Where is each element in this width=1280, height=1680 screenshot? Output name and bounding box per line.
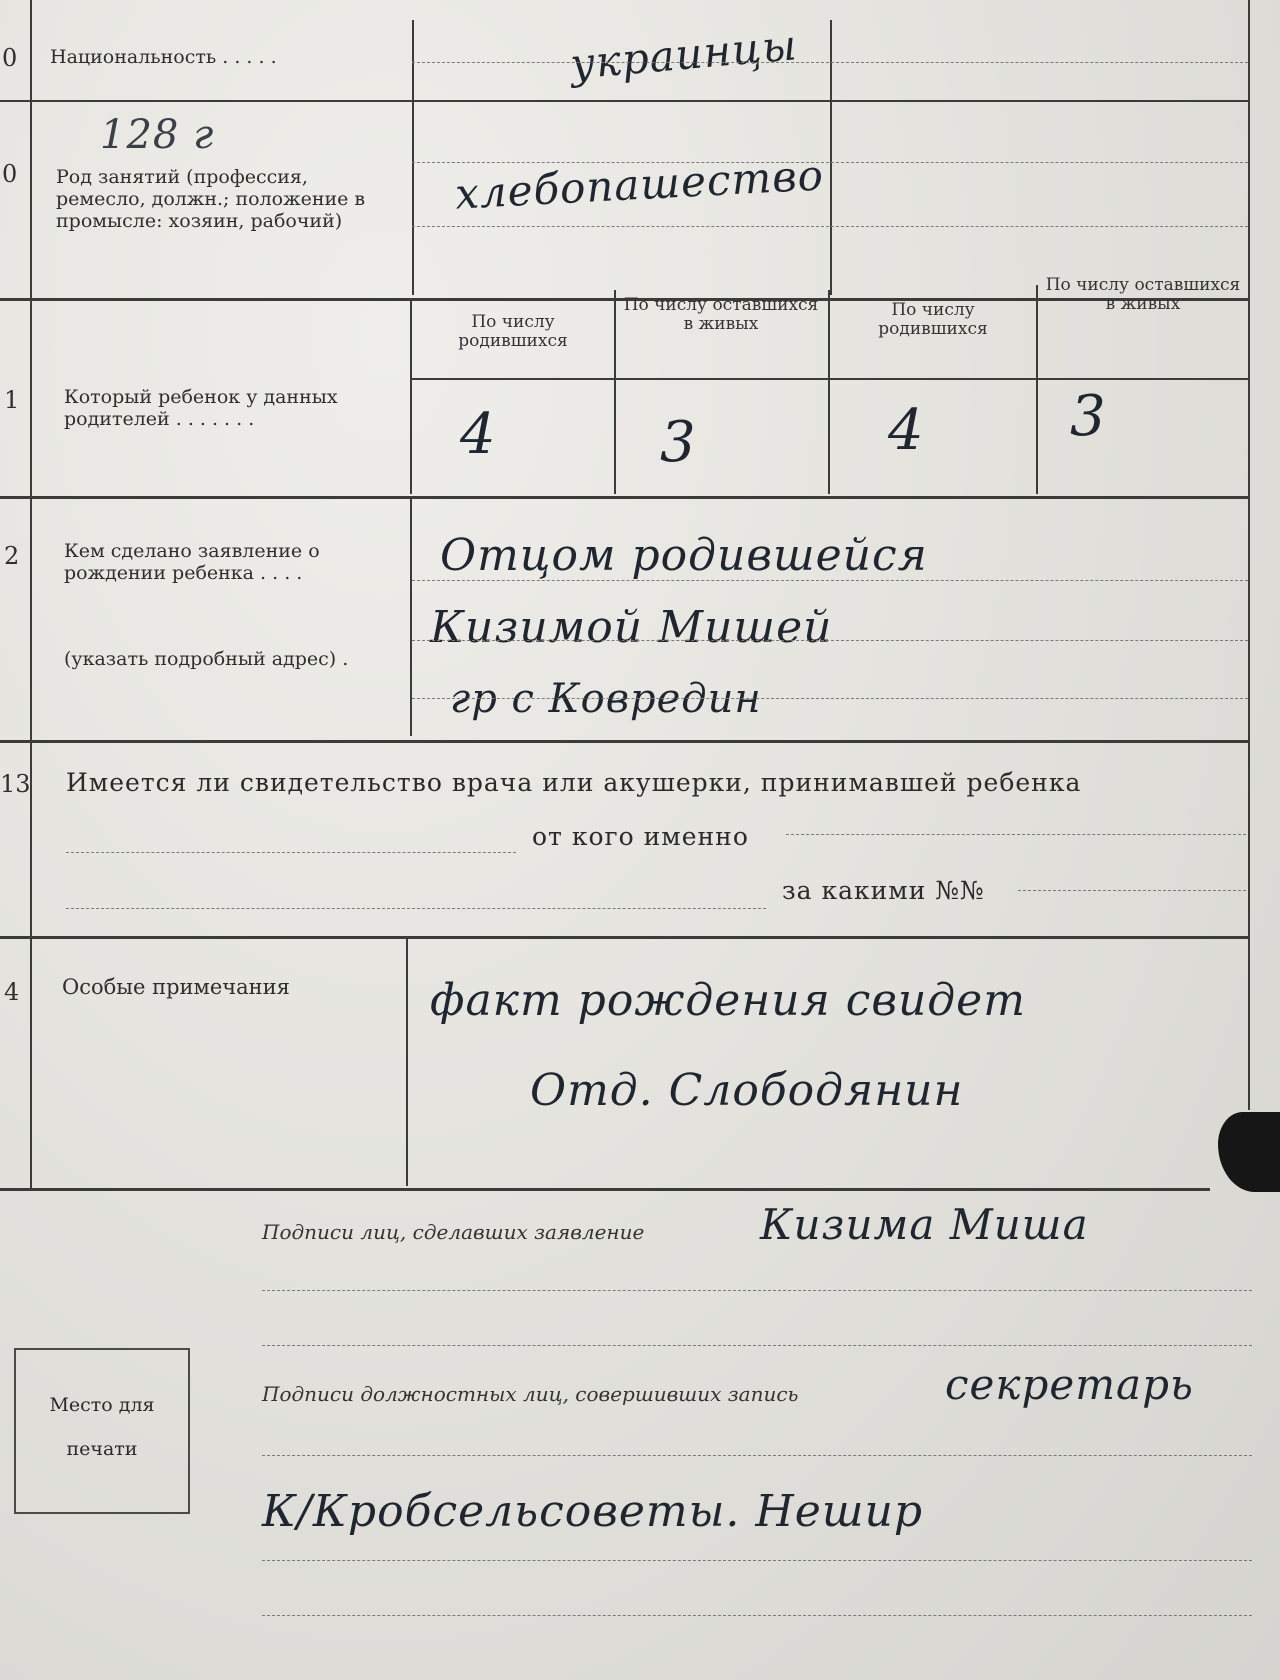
- left-border: [30, 0, 32, 1190]
- column-divider: [828, 290, 830, 494]
- entry-line: [786, 834, 1246, 835]
- row-number: 1: [4, 386, 20, 414]
- row-separator: [0, 740, 1248, 743]
- row-number: 2: [4, 542, 20, 570]
- signature-line: [262, 1455, 1252, 1456]
- column-divider: [1036, 285, 1038, 494]
- column-header: По числу родившихся: [878, 300, 988, 339]
- entry-line: [66, 908, 766, 909]
- row-separator: [0, 496, 1248, 499]
- declarant-value-line-2: Кизимой Мишей: [430, 602, 833, 653]
- column-header: По числу родившихся: [458, 312, 568, 351]
- column-header: По числу оставшихся в живых: [623, 295, 819, 334]
- right-border: [1248, 0, 1250, 1110]
- remarks-value-line-1: факт рождения свидет: [430, 975, 1026, 1026]
- remarks-label: Особые примечания: [62, 975, 290, 999]
- entry-line: [412, 580, 1248, 581]
- column-header: По числу оставшихся в живых: [1045, 275, 1241, 314]
- column-divider: [410, 496, 412, 736]
- signature-line: [262, 1345, 1252, 1346]
- entry-line: [412, 226, 1248, 227]
- signature-line: [262, 1290, 1252, 1291]
- count-value: 3: [1070, 384, 1107, 449]
- declarant-value-line-3: гр с Ковредин: [450, 676, 762, 722]
- numbers-label: за какими №№: [782, 876, 985, 905]
- occupation-label: Род занятий (профессия, ремесло, должн.; положение в промысле: хозяин, рабочий): [56, 166, 366, 232]
- paper-tear: [1218, 1112, 1280, 1192]
- entry-line: [1018, 890, 1246, 891]
- occupation-value: хлебопашество: [453, 150, 826, 219]
- entry-line: [412, 62, 1248, 63]
- from-whom-label: от кого именно: [532, 822, 749, 851]
- row-separator: [0, 100, 1248, 102]
- count-value: 3: [660, 410, 697, 475]
- applicants-signature-label: Подписи лиц, сделавших заявление: [262, 1220, 645, 1244]
- row-number: 13: [0, 770, 31, 798]
- declarant-value-line-1: Отцом родившейся: [440, 530, 928, 581]
- column-divider: [410, 298, 412, 494]
- stamp-label-line-1: Место для: [49, 1394, 155, 1416]
- row-number: 0: [2, 160, 18, 188]
- entry-line: [412, 162, 1248, 163]
- count-value: 4: [460, 402, 497, 467]
- nationality-label: Национальность . . . . .: [50, 46, 277, 68]
- column-divider: [614, 290, 616, 494]
- officials-signature-label: Подписи должностных лиц, совершивших запись: [262, 1382, 799, 1406]
- count-value: 4: [888, 398, 925, 463]
- officials-signature-value-line-2: К/Кробсельсоветы. Нешир: [262, 1486, 923, 1537]
- signature-line: [262, 1615, 1252, 1616]
- nationality-value: украинцы: [568, 20, 800, 89]
- entry-line: [412, 698, 1248, 699]
- row-separator: [0, 936, 1248, 939]
- stamp-box: [14, 1348, 190, 1514]
- entry-line: [66, 852, 516, 853]
- officials-signature-value: секретарь: [945, 1360, 1194, 1409]
- address-label: (указать подробный адрес) .: [64, 648, 349, 670]
- column-divider: [406, 936, 408, 1186]
- signature-line: [262, 1560, 1252, 1561]
- certificate-question: Имеется ли свидетельство врача или акушерки, принимавшей ребенка: [66, 768, 1082, 797]
- stamp-label-line-2: печати: [66, 1438, 138, 1460]
- row-separator: [0, 1188, 1210, 1191]
- which-child-label: Который ребенок у данных родителей . . . . . . .: [64, 386, 338, 430]
- row-number: 0: [2, 44, 18, 72]
- declarant-label: Кем сделано заявление о рождении ребенка . . . .: [64, 540, 320, 584]
- applicants-signature-value: Кизима Миша: [760, 1200, 1089, 1249]
- row-number: 4: [4, 978, 20, 1006]
- header-separator: [412, 378, 1248, 380]
- entry-line: [412, 640, 1248, 641]
- handwritten-note: 128 г: [100, 112, 215, 158]
- remarks-value-line-2: Отд. Слободянин: [530, 1065, 964, 1116]
